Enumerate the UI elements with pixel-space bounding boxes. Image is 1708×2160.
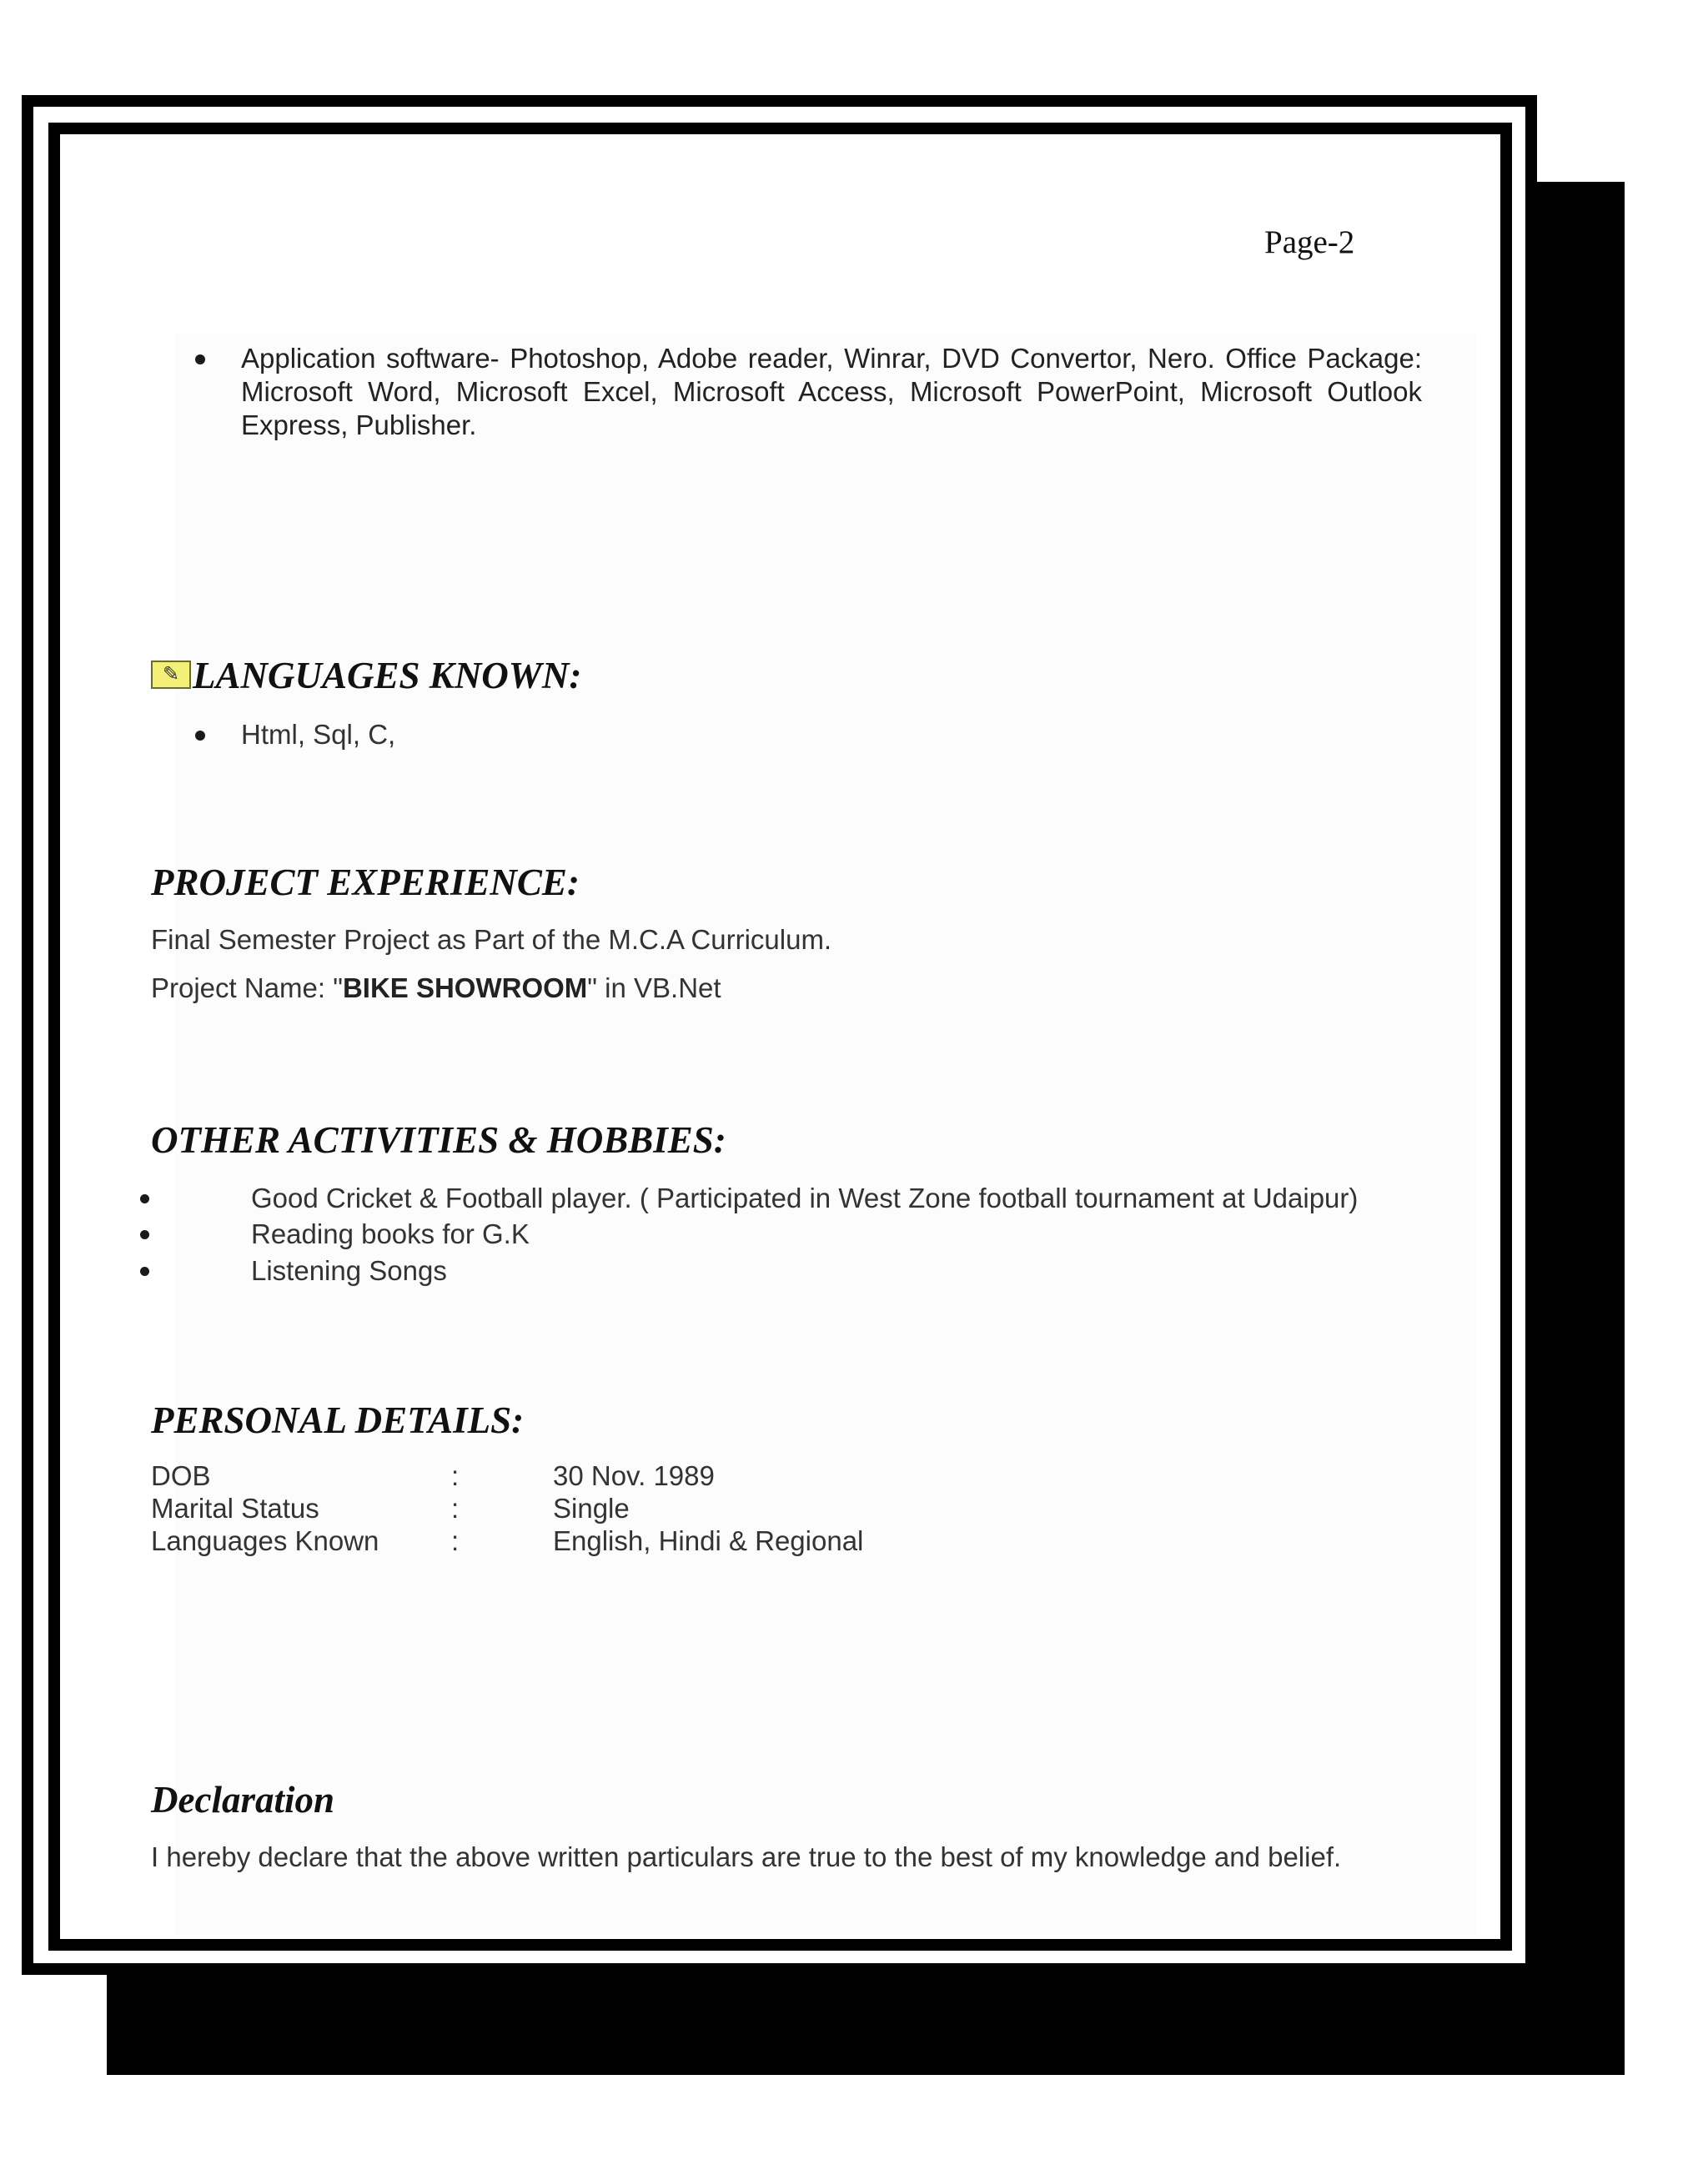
project-name-bold: BIKE SHOWROOM <box>342 972 588 1003</box>
project-name-suffix: " in VB.Net <box>587 972 721 1003</box>
hobby-item: Reading books for G.K <box>251 1218 530 1249</box>
detail-value-languages: English, Hindi & Regional <box>553 1525 864 1556</box>
project-name <box>151 972 721 1004</box>
detail-separator: : <box>451 1460 460 1491</box>
declaration-text: I hereby declare that the above written particulars are true to the best of my knowledge and belief. <box>151 1841 1342 1872</box>
project-description: Final Semester Project as Part of the M.C.A Curriculum. <box>151 924 832 955</box>
decorative-bullet-icon: ✎ <box>151 661 191 689</box>
language-item: Html, Sql, C, <box>241 719 396 750</box>
hobby-item: Good Cricket & Football player. ( Participated in West Zone football tournament at Udaipur) <box>251 1183 1359 1213</box>
detail-label-marital-status: Marital Status <box>151 1493 319 1524</box>
hobby-item: Listening Songs <box>251 1255 447 1286</box>
detail-value-marital-status: Single <box>553 1493 630 1524</box>
detail-separator: : <box>451 1493 460 1524</box>
languages-heading: LANGUAGES KNOWN: <box>193 655 582 696</box>
bullet-icon <box>195 354 205 364</box>
detail-value-dob: 30 Nov. 1989 <box>553 1460 715 1491</box>
hobbies-heading: OTHER ACTIVITIES & HOBBIES: <box>151 1119 726 1161</box>
detail-label-languages: Languages Known <box>151 1525 379 1556</box>
project-heading: PROJECT EXPERIENCE: <box>151 861 580 903</box>
page-number: Page-2 <box>1264 224 1355 260</box>
personal-heading: PERSONAL DETAILS: <box>151 1399 525 1441</box>
project-name-prefix: Project Name: " <box>151 972 343 1003</box>
bullet-icon <box>140 1267 149 1276</box>
software-item: Application software- Photoshop, Adobe reader, Winrar, DVD Convertor, Nero. Office Package: Microsoft Word, Microsoft Excel, Microsoft Access, Microsoft PowerPoint, Microsoft Outlook Express, Publisher. <box>241 343 1422 440</box>
bullet-icon <box>140 1230 149 1239</box>
detail-separator: : <box>451 1525 460 1556</box>
declaration-heading: Declaration <box>151 1779 334 1821</box>
detail-label-dob: DOB <box>151 1460 211 1491</box>
bullet-icon <box>195 731 205 741</box>
bullet-icon <box>140 1194 149 1203</box>
